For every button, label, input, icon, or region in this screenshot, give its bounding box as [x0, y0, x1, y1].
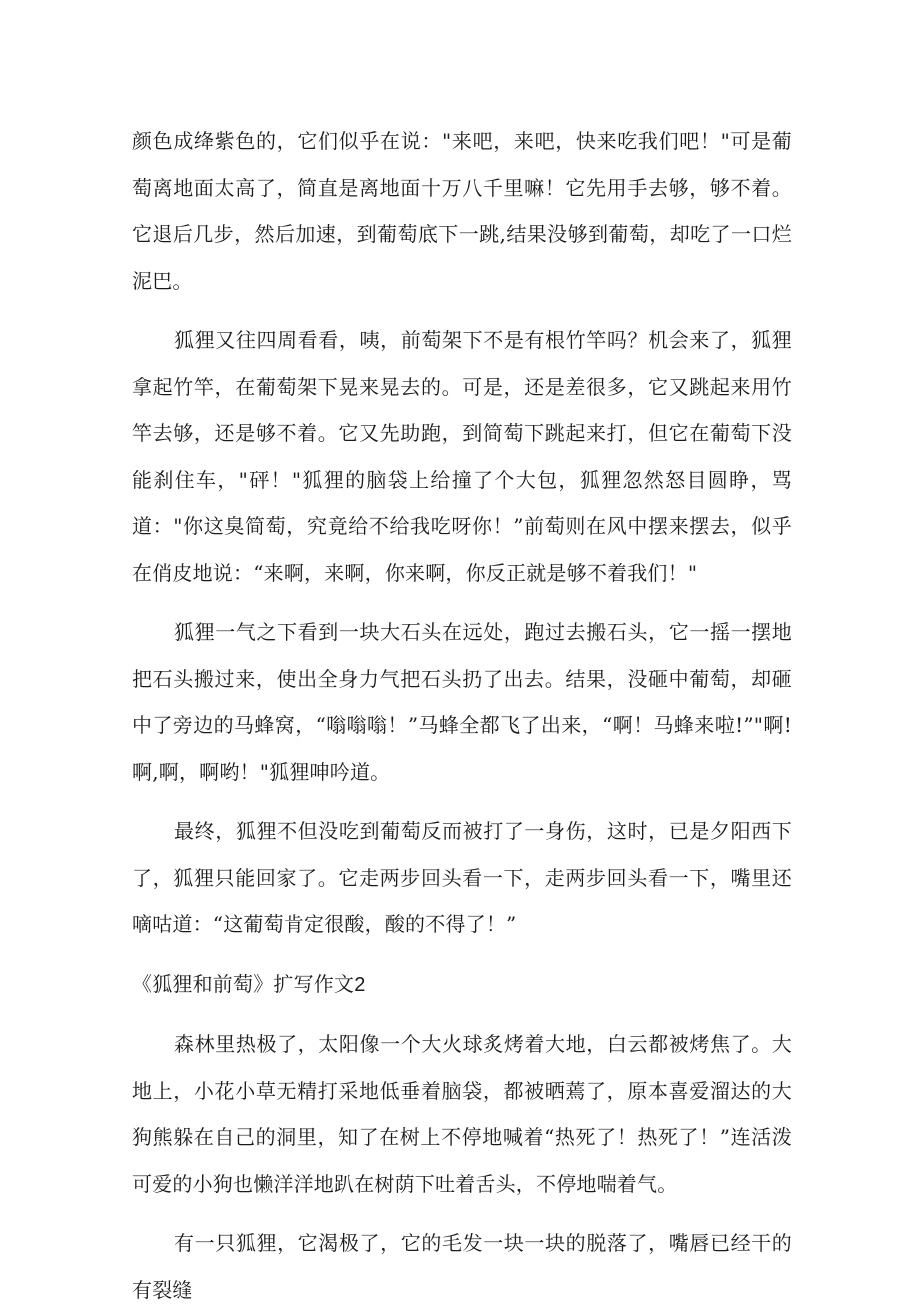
paragraph-bamboo-pole: 狐狸又往四周看看，咦，前萄架下不是有根竹竿吗？机会来了，狐狸拿起竹竿，在葡萄架下晃来晃去的。可是，还是差很多，它又跳起来用竹竿去够，还是够不着。它又先助跑，到简萄下跳起来打，但它在葡萄下没能刹住车，"砰！"狐狸的脑袋上给撞了个大包，狐狸忽然怒目圆睁，骂道："你这臭简萄，究竟给不给我吃呀你！”前萄则在风中摆来摆去，似乎在俏皮地说：“来啊，来啊，你来啊，你反正就是够不着我们！" — [132, 328, 792, 585]
section-heading-title: 《狐狸和前萄》扩写作文 — [132, 971, 355, 996]
section-heading — [132, 961, 792, 1009]
paragraph-continued: 颜色成绛紫色的，它们似乎在说："来吧，来吧，快来吃我们吧！"可是葡萄离地面太高了，简直是离地面十万八千里嘛！它先用手去够，够不着。它退后几步，然后加速，到葡萄底下一跳,结果没够到葡萄，却吃了一口烂泥巴。 — [132, 129, 792, 293]
paragraph-ending: 最终，狐狸不但没吃到葡萄反而被打了一身伤，这时，已是夕阳西下了，狐狸只能回家了。它走两步回头看一下，走两步回头看一下，嘴里还嘀咕道：“这葡萄肯定很酸，酸的不得了！” — [132, 819, 792, 936]
paragraph-thirsty-fox: 有一只狐狸，它渴极了，它的毛发一块一块的脱落了，嘴唇已经干的有裂缝 — [132, 1231, 792, 1302]
paragraph-stone-hornets: 狐狸一气之下看到一块大石头在远处，跑过去搬石头，它一摇一摆地把石头搬过来，使出全身力气把石头扔了出去。结果，没砸中葡萄，却砸中了旁边的马蜂窝，“嗡嗡嗡！”马蜂全都飞了出来，“啊！马蜂来啦!”"啊!啊,啊，啊哟！"狐狸呻吟道。 — [132, 620, 792, 784]
section-heading-number: 2 — [354, 973, 366, 996]
document-body — [132, 118, 792, 1313]
paragraph-hot-forest: 森林里热极了，太阳像一个大火球炙烤着大地，白云都被烤焦了。大地上，小花小草无精打采地低垂着脑袋，都被晒蔫了，原本喜爱溜达的大狗熊躲在自己的洞里，知了在树上不停地喊着“热死了！热死了！”连活泼可爱的小狗也懒洋洋地趴在树荫下吐着舌头，不停地喘着气。 — [132, 1032, 792, 1196]
